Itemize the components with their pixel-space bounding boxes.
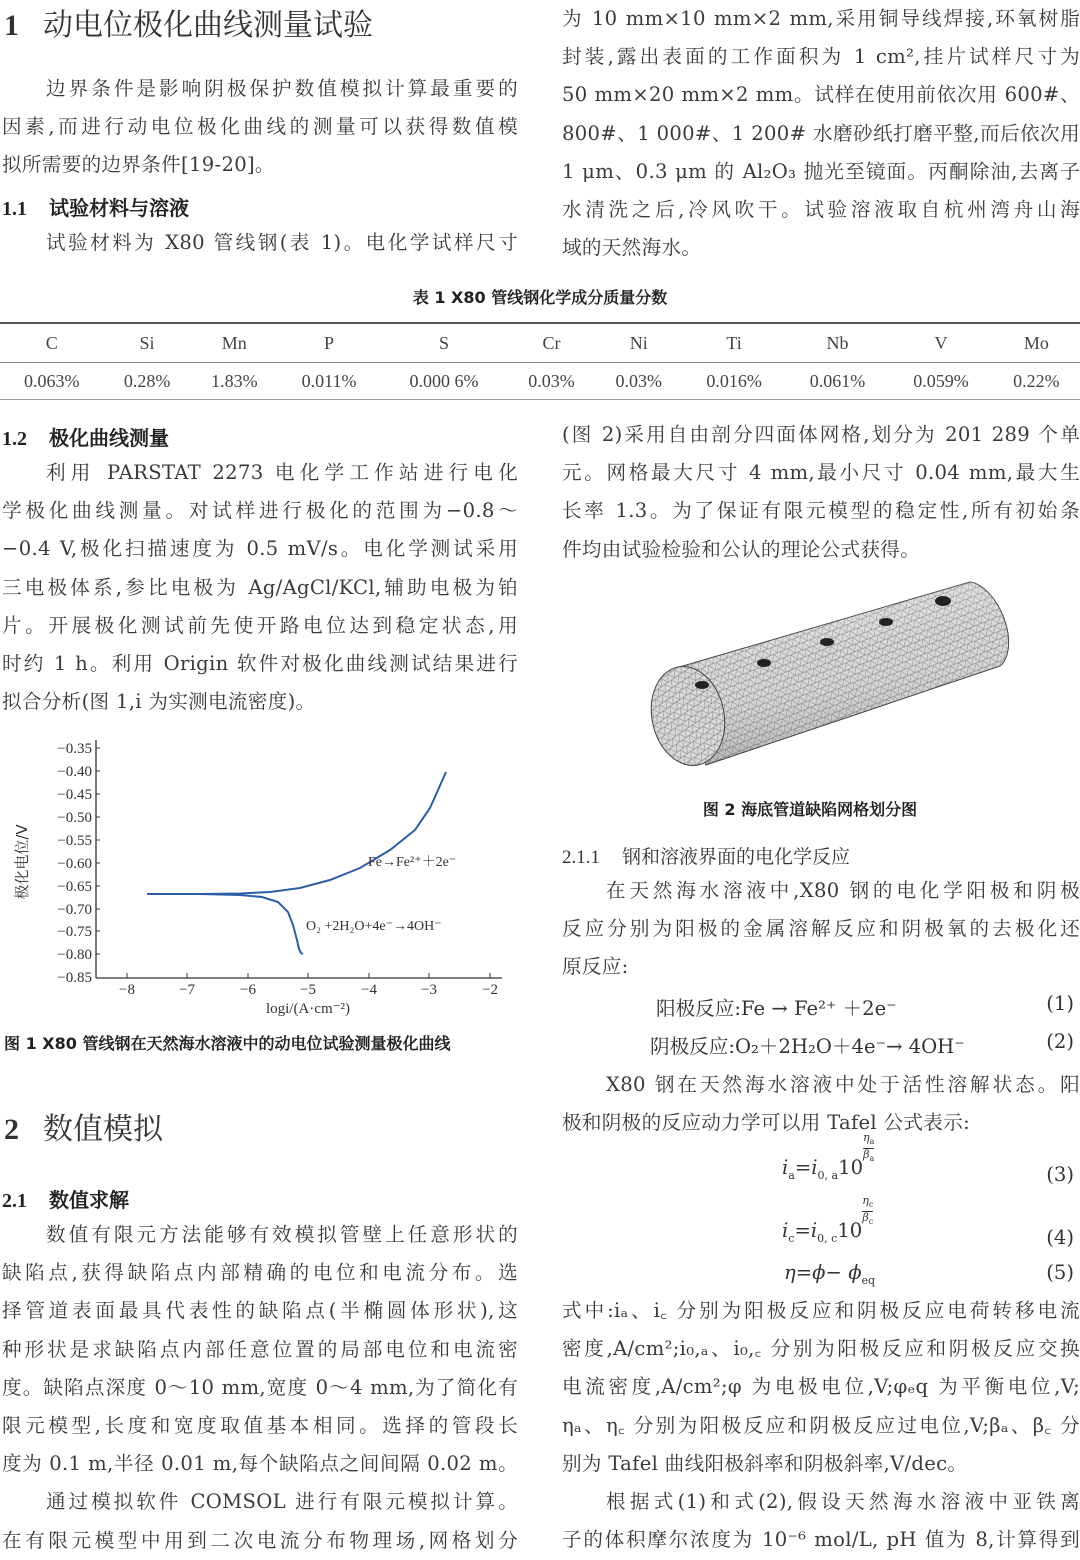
section-1-1-heading: 1.1 试验材料与溶液 [2,196,189,220]
section-1-heading: 1 动电位极化曲线测量试验 [4,8,373,43]
table-1-caption: 表 1 X80 管线钢化学成分质量分数 [412,288,668,307]
svg-text:−6: −6 [240,982,256,998]
anodic-annotation: Fe→Fe²⁺＋2e⁻ [368,855,457,870]
y-axis-label: 极化电位/V [13,824,31,900]
cell-cr: 0.03% [508,363,595,400]
figure-2-pipe-mesh-image [640,580,1010,780]
svg-text:−0.50: −0.50 [57,810,92,826]
section-1-1-text-right: 为 10 mm×10 mm×2 mm,采用铜导线焊接,环氧树脂 封装,露出表面的工作面积为 1 cm²,挂片试样尺寸为 50 mm×20 mm×2 mm。试样在使用前依次用 600#、 800#、1 000#、1 200# 水磨砂纸打磨平整,而后依次用 1 μm、0.3 μm 的 Al₂O₃ 抛光至镜面。丙酮除油,去离子 水清洗之后,冷风吹干。试验溶液取自杭州湾舟山海 域的天然海水。 [562,7,1080,260]
x-axis-label: logi/(A·cm⁻²) [265,1001,351,1017]
section-1-1-text-left: 试验材料为 X80 管线钢(表 1)。电化学试样尺寸 [46,231,518,254]
table-header-row [0,323,1080,363]
cell-c: 0.063% [0,363,103,400]
col-header-s: S [380,323,508,363]
equation-2-cathodic: 阴极反应:O₂＋2H₂O＋4e⁻→ 4OH⁻ [650,1035,965,1058]
symbol-definitions-text: 式中:iₐ、i꜀ 分别为阳极反应和阴极反应电荷转移电流 密度,A/cm²;i₀,ₐ、i₀,꜀ 分别为阳极反应和阴极反应交换 电流密度,A/cm²;φ 为电极电位,V;φₑq 为平衡电位,V; ηₐ、η꜀ 分别为阳极反应和阴极反应过电位,V;βₐ、β꜀ 分 别为 Tafel 曲线阳极斜率和阴极斜率,V/dec。 根据式(1)和式(2),假设天然海水溶液中亚铁离 子的体积摩尔浓度为 10⁻⁶ mol/L, pH 值为 8,计算得到 [562,1299,1080,1552]
col-header-c: C [0,323,103,363]
figure-1-polarization-chart [0,735,520,1020]
svg-text:−0.85: −0.85 [57,970,92,986]
anodic-curve [147,772,446,894]
equation-5-number: (5) [1046,1261,1074,1284]
section-2-1-1-heading: 2.1.1 钢和溶液界面的电化学反应 [562,846,851,868]
section-2-1-heading: 2.1 数值求解 [2,1188,129,1212]
col-header-nb: Nb [786,323,889,363]
col-header-cr: Cr [508,323,595,363]
svg-text:−0.45: −0.45 [57,787,92,803]
cell-nb: 0.061% [786,363,889,400]
equation-5-overpotential: $\eta=\phi- \phi_{eq}$ [784,1261,876,1287]
svg-text:−0.40: −0.40 [57,764,92,780]
section-2-1-text-continued: (图 2)采用自由剖分四面体网格,划分为 201 289 个单 元。网格最大尺寸 4 mm,最小尺寸 0.04 mm,最大生 长率 1.3。为了保证有限元模型的稳定性,所有初始条 件均由试验检验和公认的理论公式获得。 [562,423,1080,561]
equation-1-anodic: 阳极反应:Fe → Fe²⁺ ＋2e⁻ [656,997,897,1020]
svg-text:−4: −4 [361,982,377,998]
col-header-mn: Mn [191,323,278,363]
col-header-v: V [889,323,992,363]
svg-text:−0.65: −0.65 [57,879,92,895]
equation-4-tafel-cathodic: $i_c=i_{0, c}10\eta_c$ $\beta_c$ [782,1194,874,1246]
svg-text:−5: −5 [300,982,316,998]
equation-2-number: (2) [1046,1030,1074,1053]
cell-ti: 0.016% [682,363,785,400]
y-axis-ticks [57,741,100,986]
svg-text:−0.55: −0.55 [57,833,92,849]
col-header-p: P [278,323,380,363]
svg-text:−3: −3 [421,982,437,998]
cell-s: 0.000 6% [380,363,508,400]
svg-text:−8: −8 [119,982,135,998]
equation-4-number: (4) [1046,1226,1074,1249]
pipe-body [642,582,1008,772]
col-header-ni: Ni [595,323,682,363]
cell-si: 0.28% [103,363,190,400]
figure-1-caption: 图 1 X80 管线钢在天然海水溶液中的动电位试验测量极化曲线 [4,1034,451,1053]
svg-text:−0.60: −0.60 [57,856,92,872]
svg-text:−0.80: −0.80 [57,947,92,963]
table-1-composition [0,322,1080,400]
x-axis-ticks [119,973,498,998]
svg-text:−0.35: −0.35 [57,741,92,757]
figure-2-caption: 图 2 海底管道缺陷网格划分图 [702,800,918,819]
tafel-intro-text: X80 钢在天然海水溶液中处于活性溶解状态。阳 极和阴极的反应动力学可以用 Tafel 公式表示: [562,1073,1080,1135]
section-2-1-text: 数值有限元方法能够有效模拟管壁上任意形状的 缺陷点,获得缺陷点内部精确的电位和电流分布。选 择管道表面最具代表性的缺陷点(半椭圆体形状),这 种形状是求缺陷点内部任意位置的局部电位和电流密 度。缺陷点深度 0～10 mm,宽度 0～4 mm,为了简化有 限元模型,长度和宽度取值基本相同。选择的管段长 度为 0.1 m,半径 0.01 m,每个缺陷点之间间隔 0.02 m。 通过模拟软件 COMSOL 进行有限元模拟计算。 在有限元模型中用到二次电流分布物理场,网格划分 [2,1223,518,1552]
col-header-ti: Ti [682,323,785,363]
table-row [0,363,1080,400]
cell-mn: 1.83% [191,363,278,400]
section-1-2-text: 利用 PARSTAT 2273 电化学工作站进行电化 学极化曲线测量。对试样进行极化的范围为−0.8～ −0.4 V,极化扫描速度为 0.5 mV/s。电化学测试采用 三电极体系,参比电极为 Ag/AgCl/KCl,辅助电极为铂 片。开展极化测试前先使开路电位达到稳定状态,用 时约 1 h。利用 Origin 软件对极化曲线测试结果进行 拟合分析(图 1,i 为实测电流密度)。 [2,461,518,714]
equation-3-tafel-anodic: $i_a=i_{0, a}10\eta_a$ $\beta_a$ [782,1131,875,1183]
svg-text:−0.70: −0.70 [57,902,92,918]
cell-v: 0.059% [889,363,992,400]
cathodic-curve [147,894,303,954]
section-1-2-heading: 1.2 极化曲线测量 [2,426,169,450]
cell-p: 0.011% [278,363,380,400]
cell-ni: 0.03% [595,363,682,400]
equation-1-number: (1) [1046,992,1074,1015]
section-2-heading: 2 数值模拟 [4,1112,163,1147]
svg-text:−0.75: −0.75 [57,924,92,940]
svg-text:−7: −7 [179,982,195,998]
col-header-si: Si [103,323,190,363]
col-header-mo: Mo [993,323,1080,363]
section-2-1-1-text: 在天然海水溶液中,X80 钢的电化学阳极和阴极 反应分别为阳极的金属溶解反应和阴极氧的去极化还 原反应: [562,879,1080,979]
svg-text:−2: −2 [482,982,498,998]
equation-3-number: (3) [1046,1163,1074,1186]
cathodic-annotation: O₂ +2H₂O+4e⁻→4OH⁻ [306,919,442,934]
cell-mo: 0.22% [993,363,1080,400]
section-1-intro: 边界条件是影响阴极保护数值模拟计算最重要的 因素,而进行动电位极化曲线的测量可以获得数值模 拟所需要的边界条件[19-20]。 [2,77,518,177]
